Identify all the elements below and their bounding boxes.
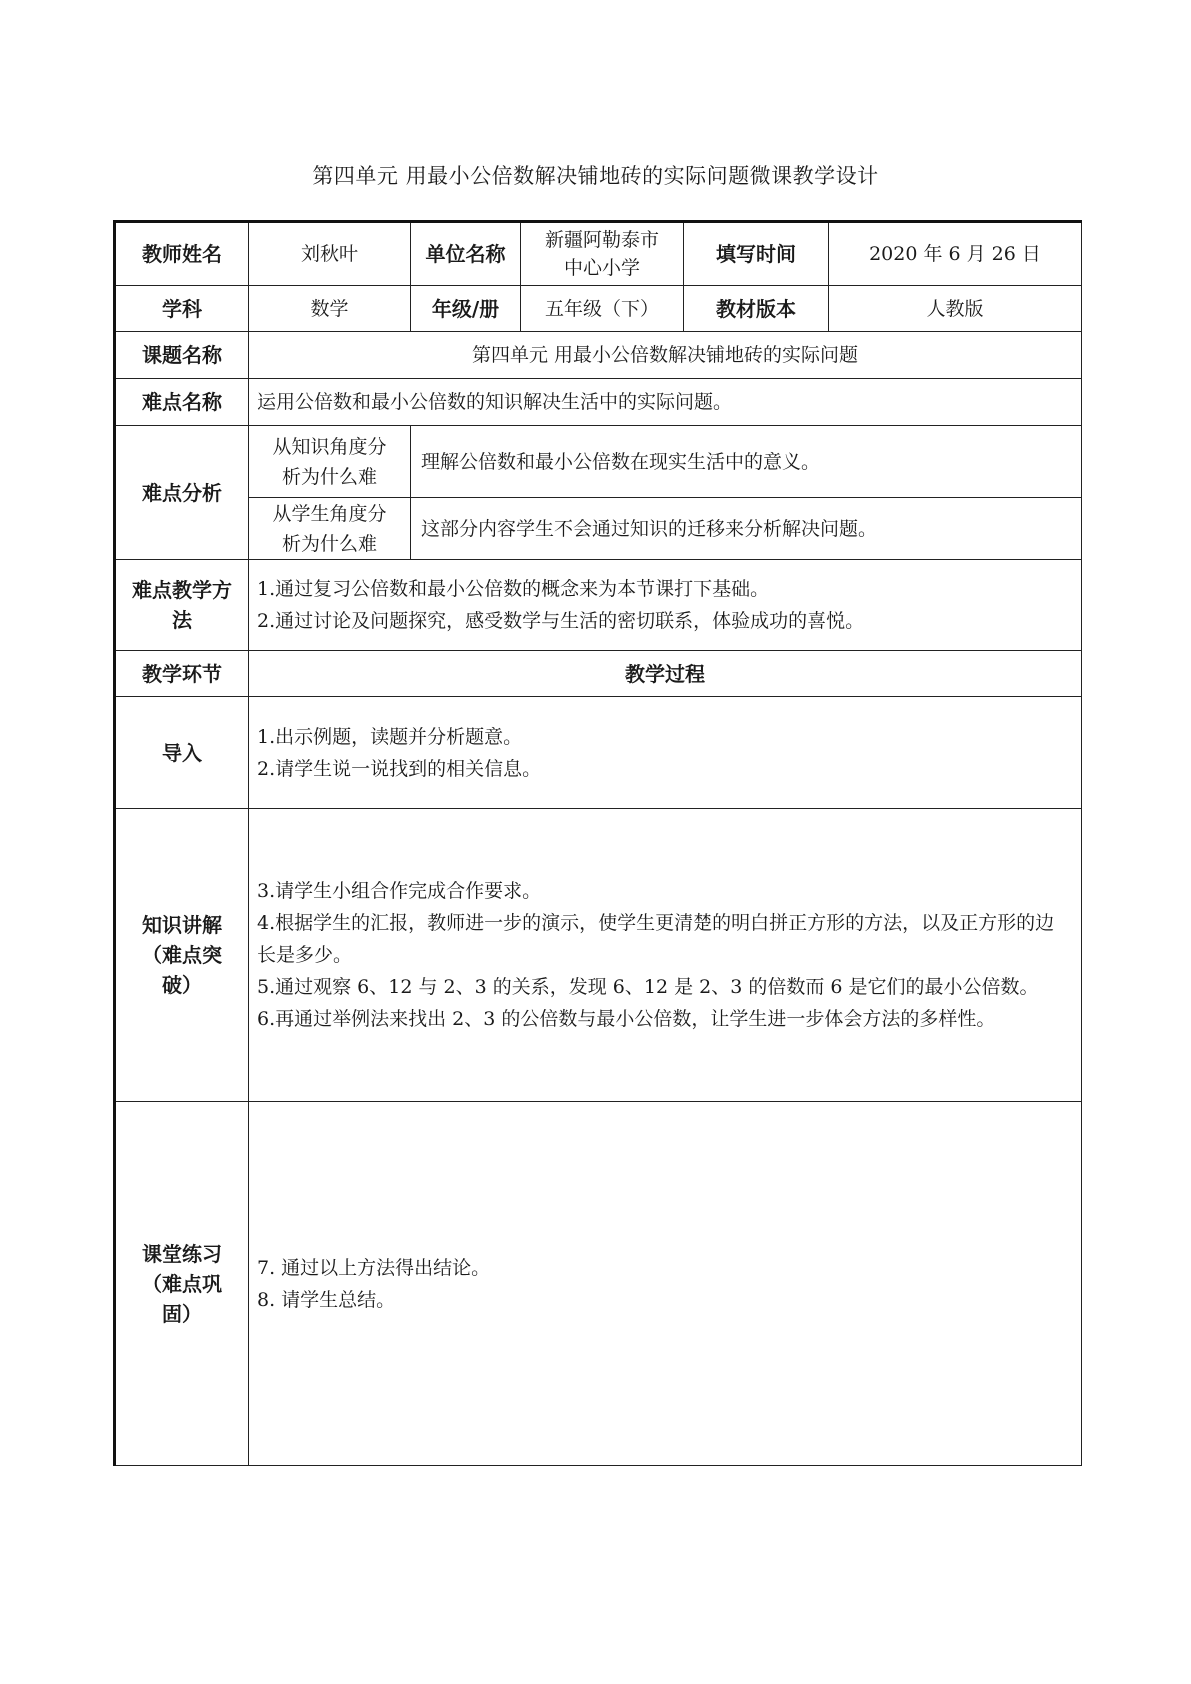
label-grade: 年级/册 <box>411 286 521 332</box>
row-intro <box>115 697 1082 809</box>
label-fill-time: 填写时间 <box>684 222 829 286</box>
value-textbook-version: 人教版 <box>829 286 1082 332</box>
practice-content <box>249 1102 1082 1466</box>
label-knowledge <box>115 809 249 1102</box>
method-item: 1.通过复习公倍数和最小公倍数的概念来为本节课打下基础。 <box>257 578 770 600</box>
knowledge-angle-line2: 析为什么难 <box>281 465 377 488</box>
value-difficulty-name: 运用公倍数和最小公倍数的知识解决生活中的实际问题。 <box>249 379 1082 426</box>
row-teaching-method <box>115 560 1082 651</box>
practice-label-line3: 固） <box>162 1301 202 1326</box>
label-unit-name: 单位名称 <box>411 222 521 286</box>
lesson-design-table <box>113 220 1082 1466</box>
student-angle-line1: 从学生角度分 <box>272 502 387 525</box>
teaching-method-content <box>249 560 1082 651</box>
knowledge-angle-line1: 从知识角度分 <box>272 435 387 458</box>
row-practice <box>115 1102 1082 1466</box>
row-knowledge <box>115 809 1082 1102</box>
intro-item: 1.出示例题，读题并分析题意。 <box>257 725 523 748</box>
value-teacher-name: 刘秋叶 <box>249 222 411 286</box>
label-difficulty-analysis: 难点分析 <box>115 426 249 560</box>
row-analysis-knowledge <box>115 426 1082 498</box>
document-title: 第四单元 用最小公倍数解决铺地砖的实际问题微课教学设计 <box>312 164 879 188</box>
practice-item: 7. 通过以上方法得出结论。 <box>257 1256 491 1279</box>
intro-content <box>249 697 1082 809</box>
label-teaching-method <box>115 560 249 651</box>
student-angle-line2: 析为什么难 <box>281 532 377 555</box>
label-subject: 学科 <box>115 286 249 332</box>
teaching-method-line2: 法 <box>172 608 192 632</box>
knowledge-item: 3.请学生小组合作完成合作要求。 <box>257 880 542 902</box>
label-teacher-name: 教师姓名 <box>115 222 249 286</box>
row-subject <box>115 286 1082 332</box>
knowledge-item: 6.再通过举例法来找出 2、3 的公倍数与最小公倍数，让学生进一步体会方法的多样性。 <box>257 1008 996 1030</box>
knowledge-label-line3: 破） <box>162 973 202 997</box>
row-difficulty-name <box>115 379 1082 426</box>
teaching-method-line1: 难点教学方 <box>132 578 232 602</box>
unit-name-line1: 新疆阿勒泰市 <box>544 229 659 251</box>
label-textbook-version: 教材版本 <box>684 286 829 332</box>
knowledge-angle-label <box>249 426 411 498</box>
practice-label-line1: 课堂练习 <box>142 1241 222 1266</box>
knowledge-content <box>249 809 1082 1102</box>
knowledge-angle-text: 理解公倍数和最小公倍数在现实生活中的意义。 <box>411 426 1082 498</box>
knowledge-item: 5.通过观察 6、12 与 2、3 的关系，发现 6、12 是 2、3 的倍数而 6 是它们的最小公倍数。 <box>257 976 1039 998</box>
value-grade: 五年级（下） <box>521 286 684 332</box>
row-teacher <box>115 222 1082 286</box>
knowledge-item: 4.根据学生的汇报，教师进一步的演示，使学生更清楚的明白拼正方形的方法，以及正方形的边长是多少。 <box>257 912 1055 966</box>
label-teaching-process: 教学过程 <box>249 651 1082 697</box>
row-lesson-title <box>115 332 1082 379</box>
value-subject: 数学 <box>249 286 411 332</box>
student-angle-label <box>249 498 411 560</box>
value-fill-time: 2020 年 6 月 26 日 <box>829 222 1082 286</box>
unit-name-line2: 中心小学 <box>563 257 640 279</box>
knowledge-label-line2: （难点突 <box>142 943 222 967</box>
row-process-header <box>115 651 1082 697</box>
practice-item: 8. 请学生总结。 <box>257 1288 396 1311</box>
knowledge-label-line1: 知识讲解 <box>142 913 222 937</box>
intro-item: 2.请学生说一说找到的相关信息。 <box>257 757 542 780</box>
value-unit-name <box>521 222 684 286</box>
label-practice <box>115 1102 249 1466</box>
method-item: 2.通过讨论及问题探究，感受数学与生活的密切联系，体验成功的喜悦。 <box>257 610 865 632</box>
label-intro: 导入 <box>115 697 249 809</box>
label-lesson-title: 课题名称 <box>115 332 249 379</box>
label-teaching-stage: 教学环节 <box>115 651 249 697</box>
student-angle-text: 这部分内容学生不会通过知识的迁移来分析解决问题。 <box>411 498 1082 560</box>
practice-label-line2: （难点巩 <box>142 1271 222 1296</box>
label-difficulty-name: 难点名称 <box>115 379 249 426</box>
row-analysis-student <box>115 498 1082 560</box>
value-lesson-title: 第四单元 用最小公倍数解决铺地砖的实际问题 <box>249 332 1082 379</box>
